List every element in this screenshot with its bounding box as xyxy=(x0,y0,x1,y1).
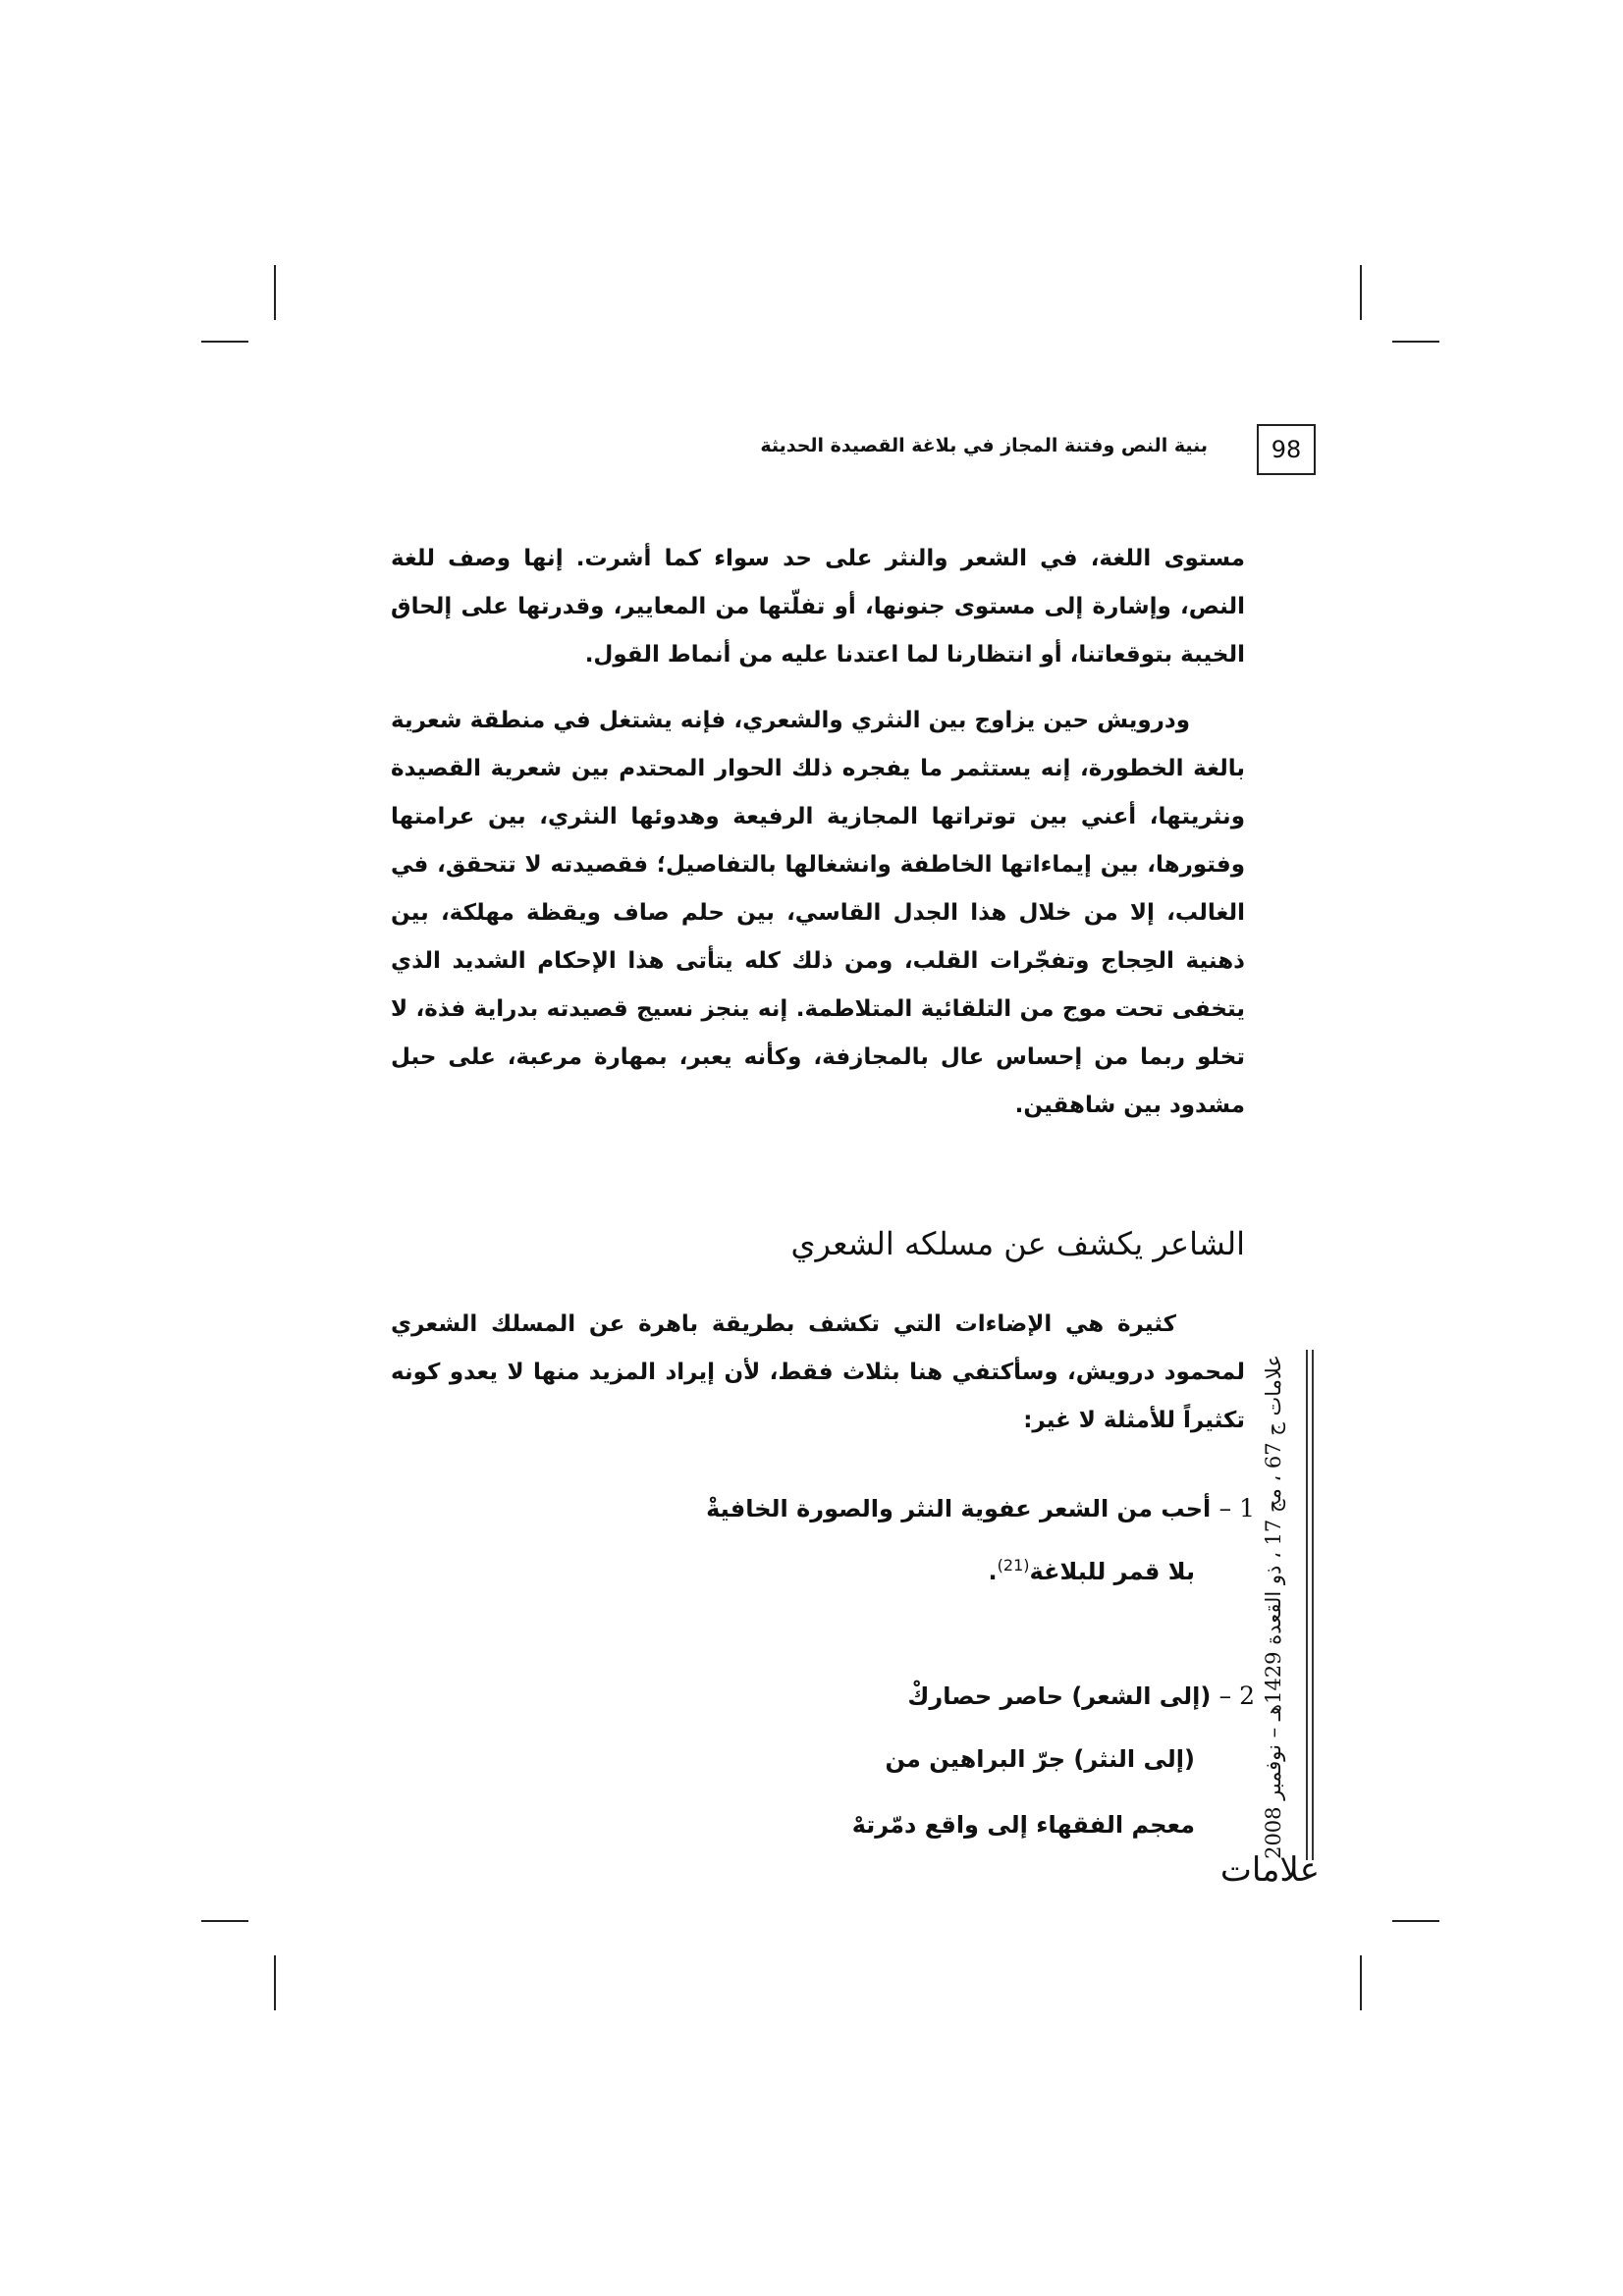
section-intro xyxy=(391,1301,1245,1445)
quote-number: 1 – xyxy=(1218,1494,1255,1522)
running-head: بنية النص وفتنة المجاز في بلاغة القصيدة الحديثة xyxy=(760,435,1208,456)
footnote-ref: (21) xyxy=(997,1556,1030,1575)
section-heading: الشاعر يكشف عن مسلكه الشعري xyxy=(790,1225,1245,1262)
crop-mark-top-left-v xyxy=(274,265,276,320)
journal-side-info: علامات ج 67 ، مج 17 ، ذو القعدة 1429هـ – نوفمبر 2008 xyxy=(1262,1355,1285,1859)
crop-mark-top-left-h xyxy=(201,341,248,343)
quote-line: (إلى الشعر) حاصر حصاركْ xyxy=(907,1682,1212,1710)
crop-mark-top-right-v xyxy=(1360,265,1362,320)
page-number: 98 xyxy=(1257,424,1316,475)
quote-1-line-2 xyxy=(864,1556,1195,1585)
paragraph-text: كثيرة هي الإضاءات التي تكشف بطريقة باهرة عن المسلك الشعري لمحمود درويش، وسأكتفي هنا بثلاث فقط، لأن إيراد المزيد منها لا يعدو كونه تكثيراً للأمثلة لا غير: xyxy=(391,1311,1245,1433)
crop-mark-bottom-left-v xyxy=(274,1955,276,2010)
quote-number: 2 – xyxy=(1218,1682,1255,1710)
journal-logo: علامات xyxy=(1219,1850,1320,1890)
paragraph-2 xyxy=(391,697,1245,1130)
quote-2-line-2 xyxy=(864,1745,1195,1773)
quote-2-line-1 xyxy=(864,1682,1255,1710)
quote-line: بلا قمر للبلاغة xyxy=(1029,1558,1195,1585)
crop-mark-bottom-right-h xyxy=(1392,1920,1439,1922)
crop-mark-bottom-right-v xyxy=(1360,1955,1362,2010)
side-rule xyxy=(1306,1350,1308,1860)
quote-line: معجم الفقهاء إلى واقع دمّرتهْ xyxy=(851,1811,1195,1839)
crop-mark-bottom-left-h xyxy=(201,1920,248,1922)
quote-tail: . xyxy=(988,1558,998,1585)
crop-mark-top-right-h xyxy=(1392,341,1439,343)
paragraph-1 xyxy=(391,535,1245,679)
side-rule xyxy=(1312,1350,1314,1860)
quote-line: (إلى النثر) جرّ البراهين من xyxy=(885,1745,1195,1773)
quote-line: أحب من الشعر عفوية النثر والصورة الخافيةْ xyxy=(706,1495,1212,1522)
quote-1-line-1 xyxy=(668,1494,1255,1522)
quote-2-line-3 xyxy=(805,1811,1195,1839)
paragraph-text: مستوى اللغة، في الشعر والنثر على حد سواء كما أشرت. إنها وصف للغة النص، وإشارة إلى مستوى جنونها، أو تفلّتها من المعايير، وقدرتها على إلحاق الخيبة بتوقعاتنا، أو انتظارنا لما اعتدنا عليه من أنماط القول. xyxy=(391,546,1245,667)
paragraph-text: ودرويش حين يزاوج بين النثري والشعري، فإنه يشتغل في منطقة شعرية بالغة الخطورة، إنه يستثمر ما يفجره ذلك الحوار المحتدم بين شعرية القصيدة ونثريتها، أعني بين توتراتها المجازية الرفيعة وهدوئها النثري، بين عرامتها وفتورها، بين إيماءاتها الخاطفة وانشغالها بالتفاصيل؛ فقصيدته لا تتحقق، في الغالب، إلا من خلال هذا الجدل القاسي، بين حلم صاف ويقظة مهلكة، بين ذهنية الحِجاج وتفجّرات القلب، ومن ذلك كله يتأتى هذا الإحكام الشديد الذي يتخفى تحت موج من التلقائية المتلاطمة. إنه ينجز نسيج قصيدته بدراية فذة، لا تخلو ربما من إحساس عال بالمجازفة، وكأنه يعبر، بمهارة مرعبة، على حبل مشدود بين شاهقين. xyxy=(391,708,1245,1118)
